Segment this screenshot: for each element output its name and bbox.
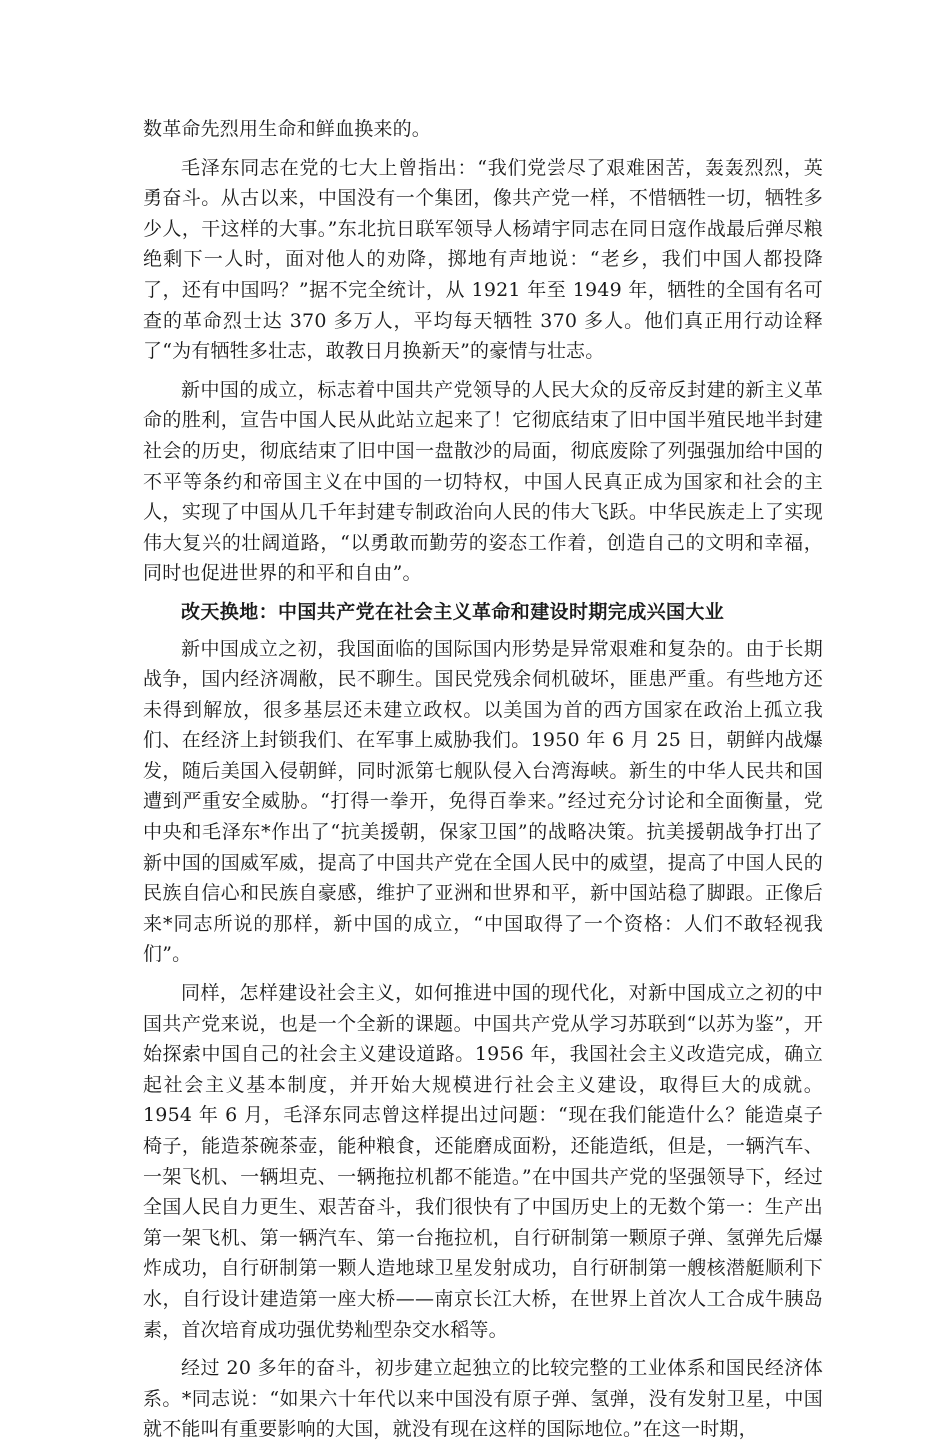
document-body — [143, 114, 823, 1453]
paragraph-founding-significance: 新中国的成立，标志着中国共产党领导的人民大众的反帝反封建的新主义革命的胜利，宣告中国人民从此站立起来了！它彻底结束了旧中国半殖民地半封建社会的历史，彻底结束了旧中国一盘散沙的局面，彻底废除了列强强加给中国的不平等条约和帝国主义在中国的一切特权，中国人民真正成为国家和社会的主人，实现了中国从几千年封建专制政治向人民的伟大飞跃。中华民族走上了实现伟大复兴的壮阔道路，“以勇敢而勤劳的姿态工作着，创造自己的文明和幸福，同时也促进世界的和平和自由”。 — [143, 378, 823, 585]
paragraph-mao-quote: 毛泽东同志在党的七大上曾指出：“我们党尝尽了艰难困苦，轰轰烈烈，英勇奋斗。从古以来，中国没有一个集团，像共产党一样，不惜牺牲一切，牺牲多少人，干这样的大事。”东北抗日联军领导人杨靖宇同志在同日寇作战最后弹尽粮绝剩下一人时，面对他人的劝降，掷地有声地说：“老乡，我们中国人都投降了，还有中国吗？”据不完全统计，从 1921 年至 1949 年，牺牲的全国有名可查的革命烈士达 370 多万人，平均每天牺牲 370 多人。他们真正用行动诠释了“为有牺牲多壮志，敢教日月换新天”的豪情与壮志。 — [143, 156, 823, 363]
paragraph-industrial-system: 经过 20 多年的奋斗，初步建立起独立的比较完整的工业体系和国民经济体系。*同志说：“如果六十年代以来中国没有原子弹、氢弹，没有发射卫星，中国就不能叫有重要影响的大国，就没有现在这样的国际地位。”在这一时期， — [143, 1357, 823, 1441]
paragraph-continuation: 数革命先烈用生命和鲜血换来的。 — [143, 118, 432, 140]
section-heading: 改天换地：中国共产党在社会主义革命和建设时期完成兴国大业 — [181, 600, 725, 623]
paragraph-socialist-construction: 同样，怎样建设社会主义，如何推进中国的现代化，对新中国成立之初的中国共产党来说，也是一个全新的课题。中国共产党从学习苏联到“以苏为鉴”，开始探索中国自己的社会主义建设道路。1956 年，我国社会主义改造完成，确立起社会主义基本制度，并开始大规模进行社会主义建设，取得巨大的成就。1954 年 6 月，毛泽东同志曾这样提出过问题：“现在我们能造什么？能造桌子椅子，能造茶碗茶壶，能种粮食，还能磨成面粉，还能造纸，但是，一辆汽车、一架飞机、一辆坦克、一辆拖拉机都不能造。”在中国共产党的坚强领导下，经过全国人民自力更生、艰苦奋斗，我们很快有了中国历史上的无数个第一：生产出第一架飞机、第一辆汽车、第一台拖拉机，自行研制第一颗原子弹、氢弹先后爆炸成功，自行研制第一颗人造地球卫星发射成功，自行研制第一艘核潜艇顺利下水，自行设计建造第一座大桥——南京长江大桥，在世界上首次人工合成牛胰岛素，首次培育成功强优势籼型杂交水稻等。 — [143, 982, 823, 1341]
paragraph-early-challenges: 新中国成立之初，我国面临的国际国内形势是异常艰难和复杂的。由于长期战争，国内经济凋敝，民不聊生。国民党残余伺机破坏，匪患严重。有些地方还未得到解放，很多基层还未建立政权。以美国为首的西方国家在政治上孤立我们、在经济上封锁我们、在军事上威胁我们。1950 年 6 月 25 日，朝鲜内战爆发，随后美国入侵朝鲜，同时派第七舰队侵入台湾海峡。新生的中华人民共和国遭到严重安全威胁。“打得一拳开，免得百拳来。”经过充分讨论和全面衡量，党中央和毛泽东*作出了“抗美援朝，保家卫国”的战略决策。抗美援朝战争打出了新中国的国威军威，提高了中国共产党在全国人民中的威望，提高了中国人民的民族自信心和民族自豪感，维护了亚洲和世界和平，新中国站稳了脚跟。正像后来*同志所说的那样，新中国的成立，“中国取得了一个资格：人们不敢轻视我们”。 — [143, 637, 823, 966]
